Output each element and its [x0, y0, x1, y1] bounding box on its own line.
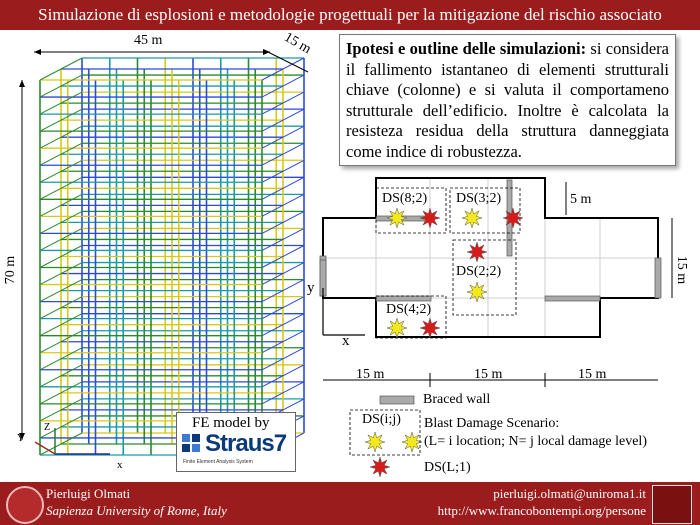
blast-star-icon [503, 208, 523, 228]
blast-star-icon [467, 242, 487, 262]
legend-scenario-desc: (L= i location; N= j local damage level) [424, 434, 647, 449]
research-group-logo-icon [652, 485, 692, 524]
blast-star-icon [370, 457, 390, 477]
dim-width-label: 15 m [281, 29, 314, 58]
scenario-label: DS(2;2) [456, 264, 502, 279]
page-title: Simulazione di esplosioni e metodologie progettuali per la mitigazione del rischio associato [38, 5, 662, 24]
affiliation: Sapienza University of Rome, Italy [46, 503, 227, 518]
dim-height-label: 70 m [3, 255, 19, 285]
arrow-icon [19, 80, 25, 87]
plan-dim-bottom-1: 15 m [356, 367, 385, 382]
dim-length-label: 45 m [134, 33, 163, 48]
plan-dim-bottom-3: 15 m [578, 367, 607, 382]
software-subtitle: Finite Element Analysis System [183, 459, 253, 465]
building-frame [40, 58, 304, 455]
fe-model-drawing [0, 30, 335, 470]
axis-z-label: Z [44, 422, 51, 433]
plan-axis-y-label: y [307, 280, 315, 296]
footer-bar [0, 482, 700, 525]
blast-star-icon [462, 208, 482, 228]
website-link: http://www.francobontempi.org/persone [437, 503, 646, 518]
plan-axis-x-label: x [342, 333, 350, 349]
blast-star-icon [402, 432, 422, 452]
axis-x-label: x [117, 459, 123, 471]
description-heading: Ipotesi e outline delle simulazioni: [346, 39, 587, 58]
author-name: Pierluigi Olmati [46, 486, 131, 501]
legend-braced-wall-label: Braced wall [423, 392, 491, 407]
scenario-label: DS(8;2) [382, 191, 428, 206]
straus7-logo-icon [182, 434, 202, 454]
scenario-label: DS(4;2) [386, 302, 432, 317]
description-body: si considera il fallimento istantaneo di elementi strutturali chiave (colonne) e si valuta il comportameno strutturale dell’edificio. Inoltre è calcolata la resisteza residua della struttura danneggiata come indice di robustezza. [346, 39, 669, 161]
scenario-label: DS(3;2) [456, 191, 502, 206]
legend-scenario-title: Blast Damage Scenario: [424, 416, 560, 431]
blast-star-icon [467, 282, 487, 302]
simulation-description [339, 34, 676, 166]
plan-dim-bottom-2: 15 m [474, 367, 503, 382]
blast-star-icon [420, 208, 440, 228]
blast-star-icon [387, 318, 407, 338]
axis-y-label: Y [17, 433, 25, 444]
blast-star-icon [387, 208, 407, 228]
university-seal-icon [6, 486, 44, 524]
title-bar [0, 0, 700, 30]
legend-braced-wall-swatch [380, 396, 414, 404]
blast-star-icon [365, 432, 385, 452]
software-name: Straus7 [205, 430, 287, 457]
fe-model-label: FE model by [192, 415, 270, 431]
arrow-icon [34, 49, 41, 55]
plan-dim-15m-side: 15 m [674, 255, 690, 285]
author-email: pierluigi.olmati@uniroma1.it [493, 486, 646, 501]
blast-star-icon [420, 318, 440, 338]
legend-ds-ij-label: DS(i;j) [362, 412, 401, 427]
legend-ds-l1-label: DS(L;1) [424, 460, 471, 475]
plan-dim-5m: 5 m [570, 192, 592, 207]
